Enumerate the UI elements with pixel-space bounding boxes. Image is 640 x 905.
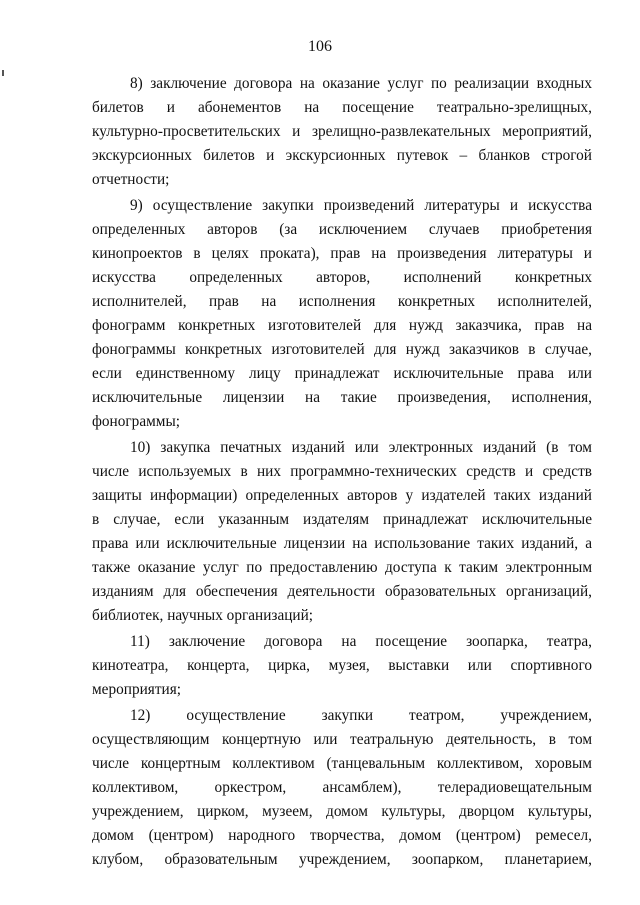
text-line: 12) осуществление закупки театром, учреждением, xyxy=(130,707,592,724)
text-line: исполнителей, прав на исполнения конкретных исполнителей, xyxy=(92,293,592,310)
text-line: кинотеатра, концерта, цирка, музея, выставки или спортивного xyxy=(92,657,592,674)
text-line: билетов и абонементов на посещение театрально-зрелищных, xyxy=(92,99,592,116)
document-body xyxy=(92,72,592,874)
scan-mark xyxy=(2,70,4,76)
text-line: 11) заключение договора на посещение зоопарка, театра, xyxy=(130,633,592,650)
text-line: библиотек, научных организаций; xyxy=(92,607,314,624)
text-line: числе концертным коллективом (танцевальным коллективом, хоровым xyxy=(92,755,592,772)
text-line: кинопроектов в целях проката), прав на произведения литературы и xyxy=(92,245,592,262)
text-line: культурно-просветительских и зрелищно-развлекательных мероприятий, xyxy=(92,123,592,140)
text-line: фонограмм конкретных изготовителей для нужд заказчика, прав на xyxy=(92,317,592,334)
text-line: клубом, образовательным учреждением, зоопарком, планетарием, xyxy=(92,851,592,868)
text-line: также оказание услуг по предоставлению доступа к таким электронным xyxy=(92,559,592,576)
text-line: числе используемых в них программно-технических средств и средств xyxy=(92,463,592,480)
text-line: определенных авторов (за исключением случаев приобретения xyxy=(92,221,592,238)
text-line: если единственному лицу принадлежат исключительные права или xyxy=(92,365,592,382)
text-line: изданиям для обеспечения деятельности образовательных организаций, xyxy=(92,583,592,600)
text-line: мероприятия; xyxy=(92,681,181,698)
text-line: 10) закупка печатных изданий или электронных изданий (в том xyxy=(130,439,592,456)
text-line: 9) осуществление закупки произведений литературы и искусства xyxy=(130,197,592,214)
paragraph-12 xyxy=(92,704,592,872)
text-line: фонограммы конкретных изготовителей для нужд заказчиков в случае, xyxy=(92,341,592,358)
text-line: учреждением, цирком, музеем, домом культуры, дворцом культуры, xyxy=(92,803,592,820)
text-line: осуществляющим концертную или театральную деятельность, в том xyxy=(92,731,592,748)
paragraph-8 xyxy=(92,72,592,192)
paragraph-9 xyxy=(92,194,592,434)
text-line: 8) заключение договора на оказание услуг по реализации входных xyxy=(130,75,592,92)
paragraph-10 xyxy=(92,436,592,628)
text-line: домом (центром) народного творчества, домом (центром) ремесел, xyxy=(92,827,592,844)
text-line: права или исключительные лицензии на использование таких изданий, а xyxy=(92,535,592,552)
text-line: фонограммы; xyxy=(92,413,180,430)
text-line: отчетности; xyxy=(92,171,170,188)
text-line: защиты информации) определенных авторов у издателей таких изданий xyxy=(92,487,592,504)
page-number: 106 xyxy=(308,38,332,55)
text-line: в случае, если указанным издателям принадлежат исключительные xyxy=(92,511,592,528)
paragraph-11 xyxy=(92,630,592,702)
text-line: экскурсионных билетов и экскурсионных путевок – бланков строгой xyxy=(92,147,592,164)
text-line: коллективом, оркестром, ансамблем), телерадиовещательным xyxy=(92,779,592,796)
text-line: исключительные лицензии на такие произведения, исполнения, xyxy=(92,389,592,406)
text-line: искусства определенных авторов, исполнений конкретных xyxy=(92,269,592,286)
